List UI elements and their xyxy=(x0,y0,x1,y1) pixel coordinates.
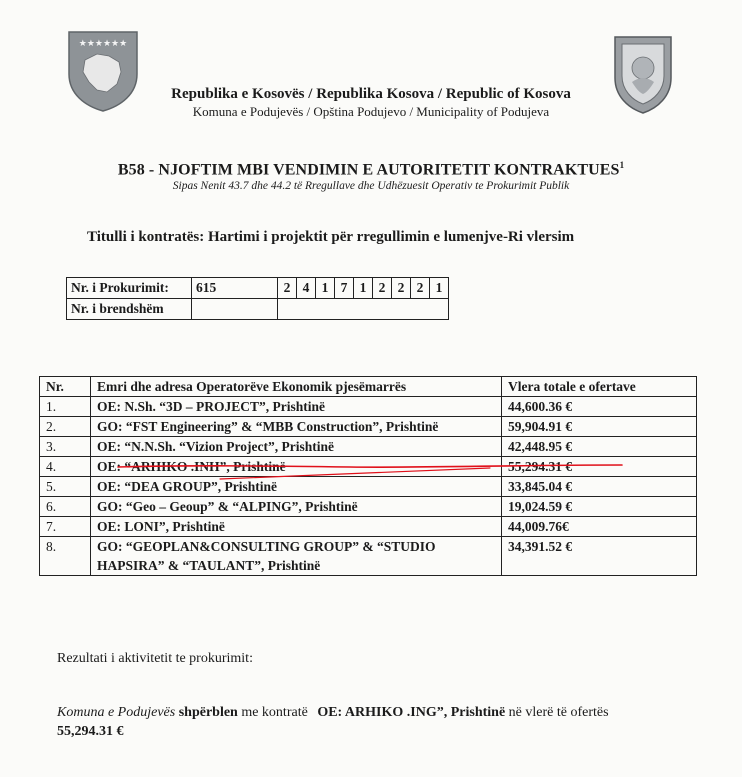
internal-number-row xyxy=(67,299,449,320)
row-value: 44,009.76€ xyxy=(502,517,697,537)
internal-number-value xyxy=(192,299,278,320)
procurement-number-value: 615 xyxy=(192,278,278,299)
row-value: 19,024.59 € xyxy=(502,497,697,517)
procurement-digit: 4 xyxy=(297,278,316,299)
table-row xyxy=(40,517,697,537)
footnote-mark: 1 xyxy=(619,160,625,170)
procurement-number-row xyxy=(67,278,449,299)
award-with-contract: me kontratë xyxy=(241,705,308,720)
row-nr: 6. xyxy=(40,497,91,517)
row-operator: GO: “Geo – Geoup” & “ALPING”, Prishtinë xyxy=(91,497,502,517)
header-nr: Nr. xyxy=(40,377,91,397)
row-operator-line2: HAPSIRA” & “TAULANT”, Prishtinë xyxy=(97,558,321,573)
result-label: Rezultati i aktivitetit te prokurimit: xyxy=(57,651,253,666)
internal-number-label: Nr. i brendshëm xyxy=(67,299,192,320)
table-row xyxy=(40,537,697,576)
internal-number-blank xyxy=(278,299,449,320)
row-operator-line1: GO: “GEOPLAN&CONSULTING GROUP” & “STUDIO xyxy=(97,539,436,554)
row-nr: 4. xyxy=(40,457,91,477)
municipality-header: Komuna e Podujevës / Opština Podujevo / Municipality of Podujeva xyxy=(192,104,550,119)
bids-table xyxy=(39,376,697,576)
award-value: 55,294.31 € xyxy=(57,724,124,739)
row-value: 33,845.04 € xyxy=(502,477,697,497)
row-operator: OE: “DEA GROUP”, Prishtinë xyxy=(91,477,502,497)
row-nr: 1. xyxy=(40,397,91,417)
row-value: 55,294.31 € xyxy=(502,457,697,477)
document-subtitle: Sipas Nenit 43.7 dhe 44.2 të Rregullave dhe Udhëzuesit Operativ te Prokurimit Publik xyxy=(172,180,570,192)
table-row xyxy=(40,477,697,497)
award-in-value: në vlerë të ofertës xyxy=(508,705,609,720)
row-operator xyxy=(91,537,502,576)
row-operator: OE: “ARHIKO .INH”, Prishtinë xyxy=(91,457,502,477)
table-row xyxy=(40,457,697,477)
header-operator-name: Emri dhe adresa Operatorëve Ekonomik pjesëmarrës xyxy=(91,377,502,397)
procurement-digit: 1 xyxy=(354,278,373,299)
award-verb: shpërblen xyxy=(178,705,238,720)
document-title-text: B58 - NJOFTIM MBI VENDIMIN E AUTORITETIT KONTRAKTUES xyxy=(117,161,620,179)
row-nr: 8. xyxy=(40,537,91,576)
header-total-value: Vlera totale e ofertave xyxy=(502,377,697,397)
bids-table-header-row xyxy=(40,377,697,397)
procurement-digit: 7 xyxy=(335,278,354,299)
row-nr: 5. xyxy=(40,477,91,497)
contract-title-value: Hartimi i projektit për rregullimin e lumenjve-Ri vlersim xyxy=(207,229,575,245)
procurement-digit: 2 xyxy=(392,278,411,299)
procurement-digit: 2 xyxy=(411,278,430,299)
row-operator: GO: “FST Engineering” & “MBB Construction”, Prishtinë xyxy=(91,417,502,437)
procurement-digit: 1 xyxy=(316,278,335,299)
award-winner: OE: ARHIKO .ING”, Prishtinë xyxy=(317,705,506,720)
table-row xyxy=(40,437,697,457)
procurement-digit: 1 xyxy=(430,278,449,299)
republic-header: Republika e Kosovës / Republika Kosova / Republic of Kosova xyxy=(171,86,571,102)
row-value: 42,448.95 € xyxy=(502,437,697,457)
procurement-number-label: Nr. i Prokurimit: xyxy=(67,278,192,299)
table-row xyxy=(40,497,697,517)
row-operator: OE: “N.N.Sh. “Vizion Project”, Prishtinë xyxy=(91,437,502,457)
svg-text:★★★★★★: ★★★★★★ xyxy=(78,39,128,49)
award-statement xyxy=(57,703,697,741)
table-row xyxy=(40,397,697,417)
document-title xyxy=(0,160,742,179)
table-row xyxy=(40,417,697,437)
procurement-digit: 2 xyxy=(373,278,392,299)
row-operator: OE: N.Sh. “3D – PROJECT”, Prishtinë xyxy=(91,397,502,417)
row-value: 59,904.91 € xyxy=(502,417,697,437)
row-value: 44,600.36 € xyxy=(502,397,697,417)
row-value: 34,391.52 € xyxy=(502,537,697,576)
contract-title xyxy=(87,229,574,246)
row-nr: 7. xyxy=(40,517,91,537)
contract-title-label: Titulli i kontratës: xyxy=(87,229,205,245)
row-nr: 2. xyxy=(40,417,91,437)
procurement-number-table xyxy=(66,277,449,320)
award-authority: Komuna e Podujevës xyxy=(57,705,176,720)
procurement-digit: 2 xyxy=(278,278,297,299)
row-operator: OE: LONI”, Prishtinë xyxy=(91,517,502,537)
row-nr: 3. xyxy=(40,437,91,457)
